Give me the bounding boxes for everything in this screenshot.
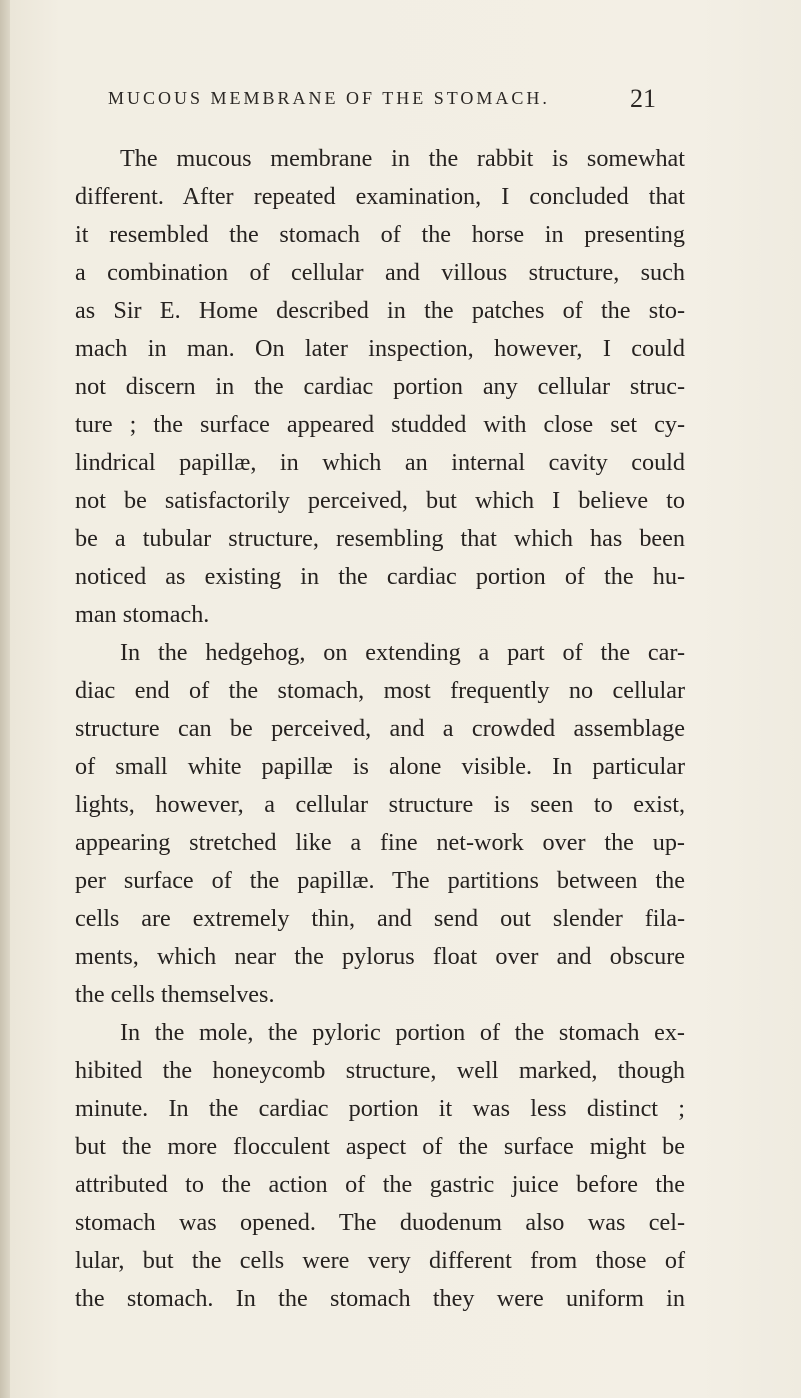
- text-line: lular, but the cells were very different from those of: [75, 1247, 685, 1274]
- text-line: different. After repeated examination, I concluded that: [75, 183, 685, 210]
- text-line: a combination of cellular and villous structure, such: [75, 259, 685, 286]
- text-line: the stomach. In the stomach they were uniform in: [75, 1285, 685, 1312]
- page-number: 21: [630, 84, 656, 113]
- text-line: cells are extremely thin, and send out slender fila-: [75, 905, 685, 932]
- text-line: mach in man. On later inspection, however, I could: [75, 335, 685, 362]
- text-line: The mucous membrane in the rabbit is somewhat: [120, 145, 685, 172]
- text-line: not be satisfactorily perceived, but which I believe to: [75, 487, 685, 514]
- text-line: In the hedgehog, on extending a part of the car-: [120, 639, 685, 666]
- text-line: not discern in the cardiac portion any cellular struc-: [75, 373, 685, 400]
- text-line: as Sir E. Home described in the patches of the sto-: [75, 297, 685, 324]
- text-line: hibited the honeycomb structure, well marked, though: [75, 1057, 685, 1084]
- running-title: MUCOUS MEMBRANE OF THE STOMACH.: [108, 88, 550, 108]
- text-line: attributed to the action of the gastric juice before the: [75, 1171, 685, 1198]
- text-line: structure can be perceived, and a crowded assemblage: [75, 715, 685, 742]
- text-line: it resembled the stomach of the horse in presenting: [75, 221, 685, 248]
- page-spine-edge: [0, 0, 10, 1398]
- text-line: lights, however, a cellular structure is seen to exist,: [75, 791, 685, 818]
- text-line: the cells themselves.: [75, 981, 275, 1008]
- text-line: man stomach.: [75, 601, 210, 628]
- text-line: minute. In the cardiac portion it was less distinct ;: [75, 1095, 685, 1122]
- text-line: per surface of the papillæ. The partitions between the: [75, 867, 685, 894]
- text-line: stomach was opened. The duodenum also was cel-: [75, 1209, 685, 1236]
- text-line: lindrical papillæ, in which an internal cavity could: [75, 449, 685, 476]
- text-line: ture ; the surface appeared studded with close set cy-: [75, 411, 685, 438]
- text-line: be a tubular structure, resembling that which has been: [75, 525, 685, 552]
- text-line: but the more flocculent aspect of the surface might be: [75, 1133, 685, 1160]
- text-line: diac end of the stomach, most frequently no cellular: [75, 677, 685, 704]
- text-line: appearing stretched like a fine net-work over the up-: [75, 829, 685, 856]
- running-head: [0, 84, 801, 118]
- text-line: ments, which near the pylorus float over and obscure: [75, 943, 685, 970]
- text-line: of small white papillæ is alone visible. In particular: [75, 753, 685, 780]
- text-line: noticed as existing in the cardiac portion of the hu-: [75, 563, 685, 590]
- text-line: In the mole, the pyloric portion of the stomach ex-: [120, 1019, 685, 1046]
